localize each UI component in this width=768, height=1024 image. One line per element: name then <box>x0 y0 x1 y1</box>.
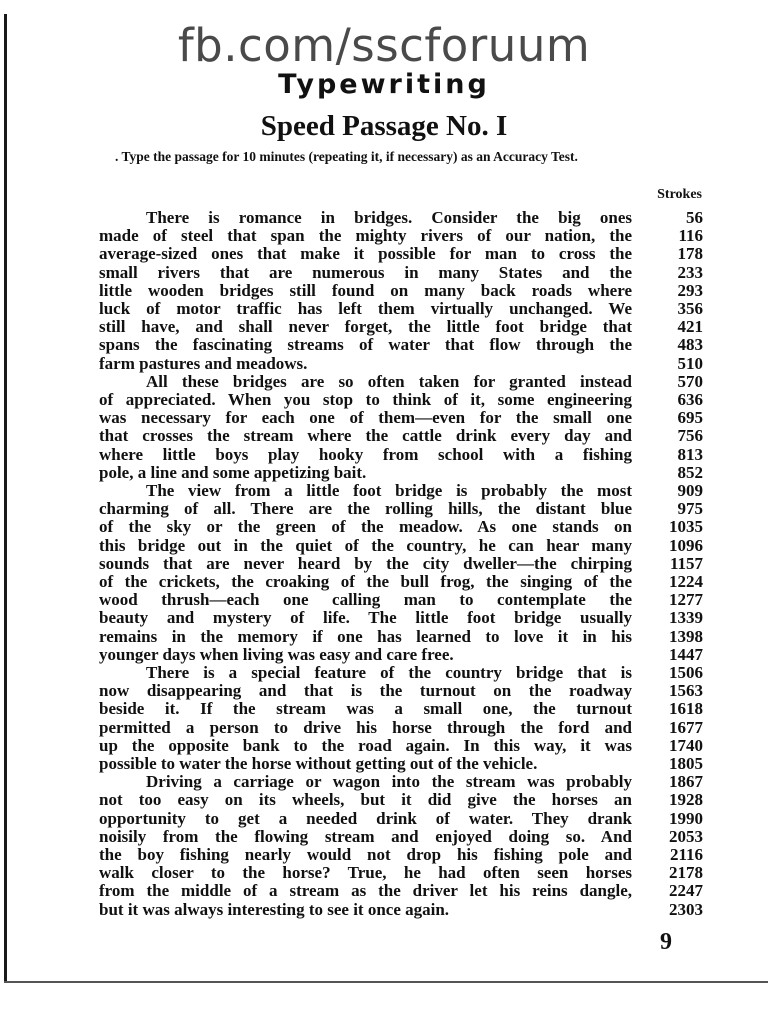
page-number: 9 <box>660 929 672 955</box>
passage-line <box>0 282 768 300</box>
passage-line-text: spans the fascinating streams of water that flow through the <box>99 336 632 355</box>
passage-line <box>0 537 768 555</box>
passage-line <box>0 700 768 718</box>
stroke-count: 1035 <box>669 517 703 537</box>
stroke-count: 570 <box>677 371 703 391</box>
stroke-count: 483 <box>677 335 703 355</box>
passage-line <box>0 573 768 591</box>
stroke-count: 1277 <box>669 590 703 610</box>
passage-line <box>0 591 768 609</box>
stroke-count: 909 <box>677 481 703 500</box>
stroke-count: 813 <box>677 444 703 464</box>
passage-line <box>0 409 768 427</box>
stroke-count: 2053 <box>669 826 703 846</box>
stroke-count: 1867 <box>669 772 703 792</box>
passage-line <box>0 446 768 464</box>
passage-line-text: pole, a line and some appetizing bait. <box>99 463 367 482</box>
passage-line <box>0 482 768 500</box>
passage-line <box>0 300 768 318</box>
passage-line <box>0 464 768 482</box>
passage-line <box>0 628 768 646</box>
stroke-count: 233 <box>677 262 703 282</box>
passage-line <box>0 227 768 245</box>
stroke-count: 636 <box>677 390 703 409</box>
stroke-count: 293 <box>677 280 703 300</box>
passage-line-text: made of steel that span the mighty rivers of our nation, the <box>99 227 632 246</box>
watermark: fb.com/sscforuum <box>177 19 591 72</box>
passage-line-text: Driving a carriage or wagon into the stream was probably <box>146 773 632 792</box>
passage-line-text: All these bridges are so often taken for granted instead <box>146 372 632 391</box>
passage-line-text: now disappearing and that is the turnout on the roadway <box>99 682 632 701</box>
passage-line <box>0 500 768 518</box>
passage-line <box>0 336 768 354</box>
passage-line-text: sounds that are never heard by the city dweller—the chirping <box>99 554 632 573</box>
passage-line <box>0 664 768 682</box>
passage-line <box>0 737 768 755</box>
stroke-count: 421 <box>677 317 703 337</box>
passage-line <box>0 209 768 227</box>
passage-line-text: beauty and mystery of life. The little foot bridge usually <box>99 609 632 628</box>
passage-line <box>0 719 768 737</box>
stroke-count: 1096 <box>669 535 703 555</box>
passage-line-text: from the middle of a stream as the driver let his reins dangle, <box>99 882 632 901</box>
stroke-count: 1740 <box>669 735 703 755</box>
passage-line-text: beside it. If the stream was a small one, the turnout <box>99 700 632 719</box>
passage-line-text: farm pastures and meadows. <box>99 354 308 373</box>
passage-line <box>0 810 768 828</box>
passage-line-text: but it was always interesting to see it once again. <box>99 900 450 919</box>
passage-line <box>0 264 768 282</box>
passage-line-text: There is a special feature of the country bridge that is <box>146 664 632 682</box>
passage-title: Speed Passage No. I <box>260 110 508 142</box>
passage-line <box>0 555 768 573</box>
passage-line-text: average-sized ones that make it possible for man to cross the <box>99 245 632 264</box>
passage-line-text: luck of motor traffic has left them virtually unchanged. We <box>99 300 632 318</box>
passage-line-text: walk closer to the horse? True, he had often seen horses <box>99 864 632 883</box>
passage-line <box>0 791 768 809</box>
passage-line-text: where little boys play hooky from school with a fishing <box>99 445 632 464</box>
stroke-count: 510 <box>677 353 703 373</box>
stroke-count: 975 <box>677 499 703 519</box>
passage-line-text: opportunity to get a needed drink of water. They drank <box>99 809 632 828</box>
stroke-count: 1677 <box>669 717 703 737</box>
stroke-count: 852 <box>677 462 703 482</box>
passage-line-text: charming of all. There are the rolling hills, the distant blue <box>99 500 632 519</box>
passage-line-text: The view from a little foot bridge is probably the most <box>146 482 632 500</box>
passage-line-text: remains in the memory if one has learned to love it in his <box>99 627 632 646</box>
passage-line-text: the boy fishing nearly would not drop his fishing pole and <box>99 846 632 864</box>
stroke-count: 116 <box>678 226 703 246</box>
stroke-count: 1447 <box>669 644 703 664</box>
stroke-count: 1398 <box>669 626 703 646</box>
passage-line <box>0 901 768 919</box>
stroke-count: 2116 <box>669 845 703 864</box>
passage-line <box>0 609 768 627</box>
stroke-count: 1506 <box>669 663 703 682</box>
passage-line <box>0 427 768 445</box>
passage-line <box>0 755 768 773</box>
stroke-count: 2178 <box>669 863 703 883</box>
passage-line <box>0 864 768 882</box>
passage-line-text: possible to water the horse without getting out of the vehicle. <box>99 755 538 773</box>
stroke-count: 1990 <box>669 808 703 828</box>
passage-line-text: little wooden bridges still found on many back roads where <box>99 281 632 300</box>
instruction-text: . Type the passage for 10 minutes (repeating it, if necessary) as an Accuracy Test. <box>115 149 578 164</box>
passage-line <box>0 391 768 409</box>
stroke-count: 178 <box>677 244 703 264</box>
passage-line-text: wood thrush—each one calling man to contemplate the <box>99 591 632 610</box>
passage-line-text: up the opposite bank to the road again. In this way, it was <box>99 736 632 755</box>
stroke-count: 756 <box>677 426 703 446</box>
stroke-count: 1805 <box>669 754 703 773</box>
passage-line <box>0 245 768 263</box>
stroke-count: 1618 <box>669 699 703 719</box>
section-heading: Typewriting <box>278 69 490 100</box>
passage-line <box>0 318 768 336</box>
passage-line-text: small rivers that are numerous in many States and the <box>99 263 632 282</box>
passage-line-text: of the crickets, the croaking of the bull frog, the singing of the <box>99 573 632 591</box>
passage-line <box>0 355 768 373</box>
page-bottom-border <box>4 981 768 983</box>
passage-line <box>0 882 768 900</box>
passage-line <box>0 846 768 864</box>
stroke-count: 1339 <box>669 608 703 628</box>
passage-line <box>0 518 768 536</box>
stroke-count: 56 <box>686 208 703 227</box>
passage-line-text: younger days when living was easy and care free. <box>99 645 454 664</box>
stroke-count: 2303 <box>669 899 703 919</box>
passage-line-text: of the sky or the green of the meadow. As one stands on <box>99 518 632 537</box>
passage-line <box>0 773 768 791</box>
passage-line-text: was necessary for each one of them—even for the small one <box>99 409 632 428</box>
passage-line <box>0 682 768 700</box>
passage-line <box>0 373 768 391</box>
stroke-count: 1157 <box>669 553 703 573</box>
passage-line-text: permitted a person to drive his horse through the ford and <box>99 718 632 737</box>
passage-line <box>0 646 768 664</box>
stroke-count: 1563 <box>669 681 703 701</box>
passage-line-text: of appreciated. When you stop to think of it, some engineering <box>99 391 632 409</box>
passage-line-text: this bridge out in the quiet of the country, he can hear many <box>99 536 632 555</box>
passage-line-text: not too easy on its wheels, but it did give the horses an <box>99 791 632 810</box>
stroke-count: 1224 <box>669 572 703 591</box>
stroke-count: 695 <box>677 408 703 428</box>
strokes-column-header: Strokes <box>657 187 702 202</box>
passage-line-text: that crosses the stream where the cattle drink every day and <box>99 427 632 446</box>
passage-line-text: noisily from the flowing stream and enjoyed doing so. And <box>99 827 632 846</box>
stroke-count: 2247 <box>669 881 703 901</box>
stroke-count: 356 <box>677 299 703 318</box>
passage-line <box>0 828 768 846</box>
passage-line-text: still have, and shall never forget, the little foot bridge that <box>99 318 632 337</box>
stroke-count: 1928 <box>669 790 703 810</box>
passage-line-text: There is romance in bridges. Consider the big ones <box>146 209 632 227</box>
